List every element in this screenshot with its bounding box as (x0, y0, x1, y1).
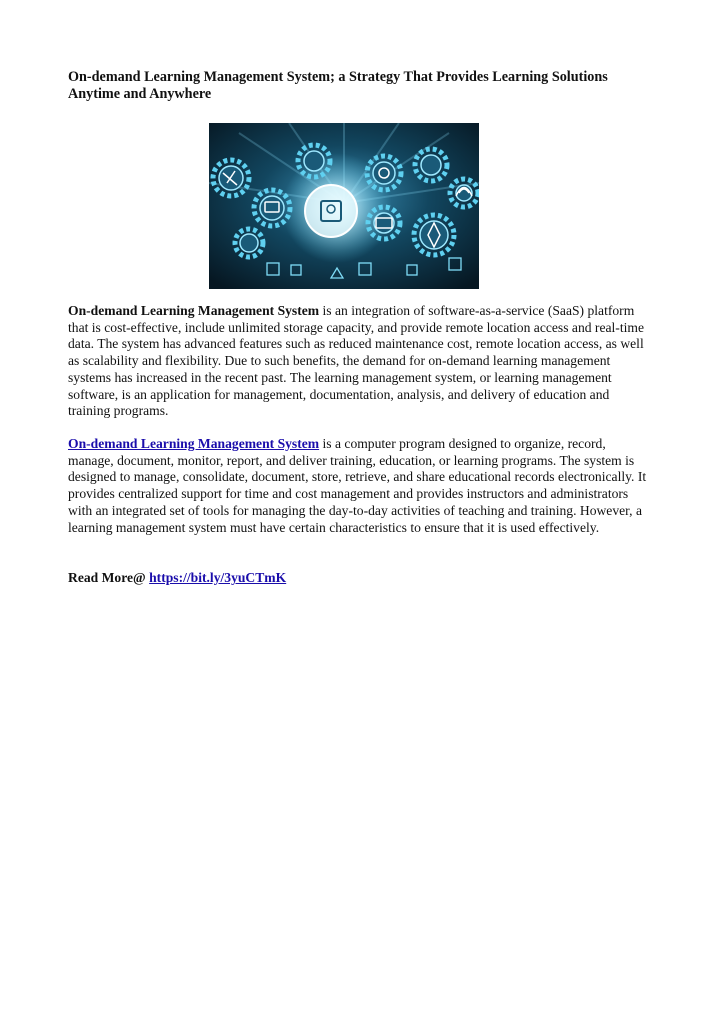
read-more-link[interactable]: https://bit.ly/3yuCTmK (149, 570, 287, 585)
document-title: On-demand Learning Management System; a Strategy That Provides Learning Solutions Anytime and Anywhere (68, 69, 608, 102)
paragraph-body: is an integration of software-as-a-service (SaaS) platform that is cost-effective, include unlimited storage capacity, and provide remote location access and real-time data. The system has advanced features such as reduced maintenance cost, remote location access, as well as scalability and flexibility. Due to such benefits, the demand for on-demand learning management systems has increased in the recent past. The learning management system, or learning management software, is an application for management, documentation, analysis, and delivery of education and training programs. (68, 303, 644, 419)
lms-link[interactable]: On-demand Learning Management System (68, 436, 320, 451)
intro-paragraph (68, 303, 653, 420)
paragraph-lead: On-demand Learning Management System (68, 303, 320, 318)
read-more-label: Read More@ (68, 570, 150, 585)
lightbulb-icon (305, 185, 357, 237)
read-more (68, 570, 286, 586)
lms-illustration (209, 123, 479, 289)
gears-graphic (209, 123, 479, 289)
paragraph-body: is a computer program designed to organize, record, manage, document, monitor, report, and deliver training, education, or learning programs. The system is designed to manage, consolidate, document, store, retrieve, and share educational records electronically. It provides centralized support for time and cost management and provides instructors and administrators with an integrated set of tools for managing the day-to-day activities of teaching and training. However, a learning management system must have certain characteristics to ensure that it is used effectively. (68, 436, 647, 535)
definition-paragraph (68, 436, 653, 536)
